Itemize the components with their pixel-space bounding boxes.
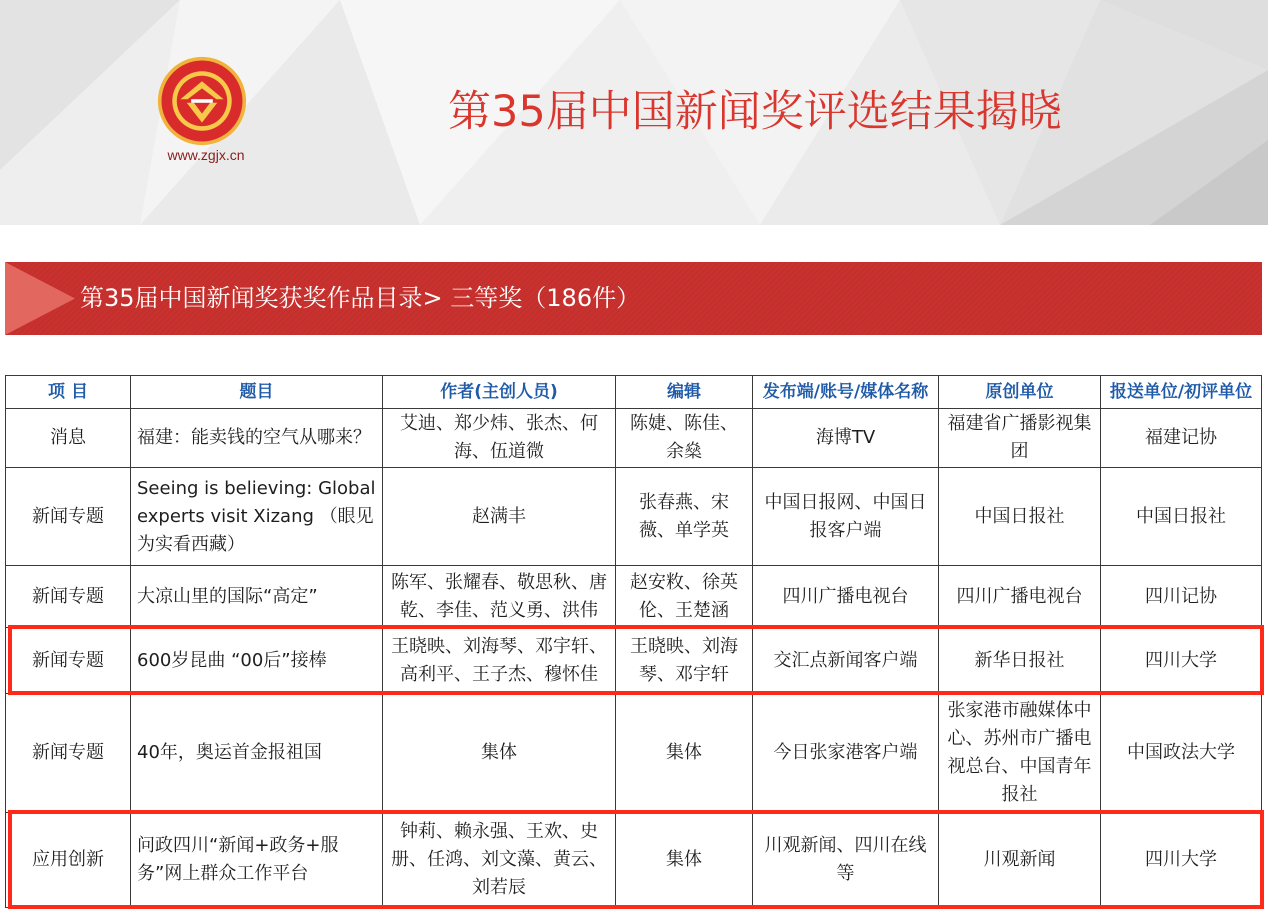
cell-category: 应用创新 <box>6 813 130 907</box>
arrow-icon <box>5 262 77 335</box>
section-banner <box>5 262 1262 335</box>
column-header-platform: 发布端/账号/媒体名称 <box>753 376 938 408</box>
column-header-submitting-unit: 报送单位/初评单位 <box>1101 376 1261 408</box>
column-header-original-unit: 原创单位 <box>939 376 1100 408</box>
cell-submitting-unit: 福建记协 <box>1101 409 1261 467</box>
cell-submitting-unit: 四川大学 <box>1101 813 1261 907</box>
cell-platform: 四川广播电视台 <box>753 566 938 627</box>
cell-category: 新闻专题 <box>6 566 130 627</box>
cell-title: 40年，奥运首金报祖国 <box>131 694 382 812</box>
cell-category: 新闻专题 <box>6 694 130 812</box>
cell-category: 消息 <box>6 409 130 467</box>
cell-authors: 赵满丰 <box>383 468 615 565</box>
site-url-text: www.zgjx.cn <box>167 147 245 163</box>
cell-original-unit: 新华日报社 <box>939 628 1100 693</box>
column-header-authors: 作者(主创人员) <box>383 376 615 408</box>
cell-authors: 艾迪、郑少炜、张杰、何海、伍道微 <box>383 409 615 467</box>
emblem-logo-icon <box>157 56 247 146</box>
cell-editors: 集体 <box>616 813 752 907</box>
cell-authors: 陈军、张耀春、敬思秋、唐乾、李佳、范义勇、洪伟 <box>383 566 615 627</box>
cell-editors: 张春燕、宋薇、单学英 <box>616 468 752 565</box>
column-header-title: 题目 <box>131 376 382 408</box>
cell-submitting-unit: 中国政法大学 <box>1101 694 1261 812</box>
cell-original-unit: 张家港市融媒体中心、苏州市广播电视总台、中国青年报社 <box>939 694 1100 812</box>
column-header-editors: 编辑 <box>616 376 752 408</box>
cell-title: Seeing is believing: Global experts visit Xizang （眼见为实看西藏） <box>131 468 382 565</box>
cell-original-unit: 福建省广播影视集团 <box>939 409 1100 467</box>
cell-title: 问政四川“新闻+政务+服务”网上群众工作平台 <box>131 813 382 907</box>
cell-category: 新闻专题 <box>6 628 130 693</box>
cell-platform: 川观新闻、四川在线等 <box>753 813 938 907</box>
cell-original-unit: 四川广播电视台 <box>939 566 1100 627</box>
cell-title: 大凉山里的国际“高定” <box>131 566 382 627</box>
awards-table <box>5 375 1262 908</box>
section-title: 第35届中国新闻奖获奖作品目录> 三等奖（186件） <box>80 284 641 312</box>
cell-editors: 王晓映、刘海琴、邓宇轩 <box>616 628 752 693</box>
cell-editors: 集体 <box>616 694 752 812</box>
cell-platform: 交汇点新闻客户端 <box>753 628 938 693</box>
cell-editors: 赵安敉、徐英伦、王楚涵 <box>616 566 752 627</box>
cell-authors: 集体 <box>383 694 615 812</box>
cell-editors: 陈婕、陈佳、余燊 <box>616 409 752 467</box>
cell-submitting-unit: 四川记协 <box>1101 566 1261 627</box>
cell-original-unit: 中国日报社 <box>939 468 1100 565</box>
cell-submitting-unit: 四川大学 <box>1101 628 1261 693</box>
page-header <box>0 0 1268 225</box>
cell-authors: 王晓映、刘海琴、邓宇轩、高利平、王子杰、穆怀佳 <box>383 628 615 693</box>
cell-title: 600岁昆曲 “00后”接棒 <box>131 628 382 693</box>
cell-title: 福建：能卖钱的空气从哪来？ <box>131 409 382 467</box>
cell-original-unit: 川观新闻 <box>939 813 1100 907</box>
cell-platform: 中国日报网、中国日报客户端 <box>753 468 938 565</box>
cell-platform: 今日张家港客户端 <box>753 694 938 812</box>
cell-platform: 海博TV <box>753 409 938 467</box>
cell-category: 新闻专题 <box>6 468 130 565</box>
cell-submitting-unit: 中国日报社 <box>1101 468 1261 565</box>
cell-authors: 钟莉、赖永强、王欢、史册、任鸿、刘文藻、黄云、刘若辰 <box>383 813 615 907</box>
page-title: 第35届中国新闻奖评选结果揭晓 <box>448 87 1062 137</box>
column-header-category: 项 目 <box>6 376 130 408</box>
